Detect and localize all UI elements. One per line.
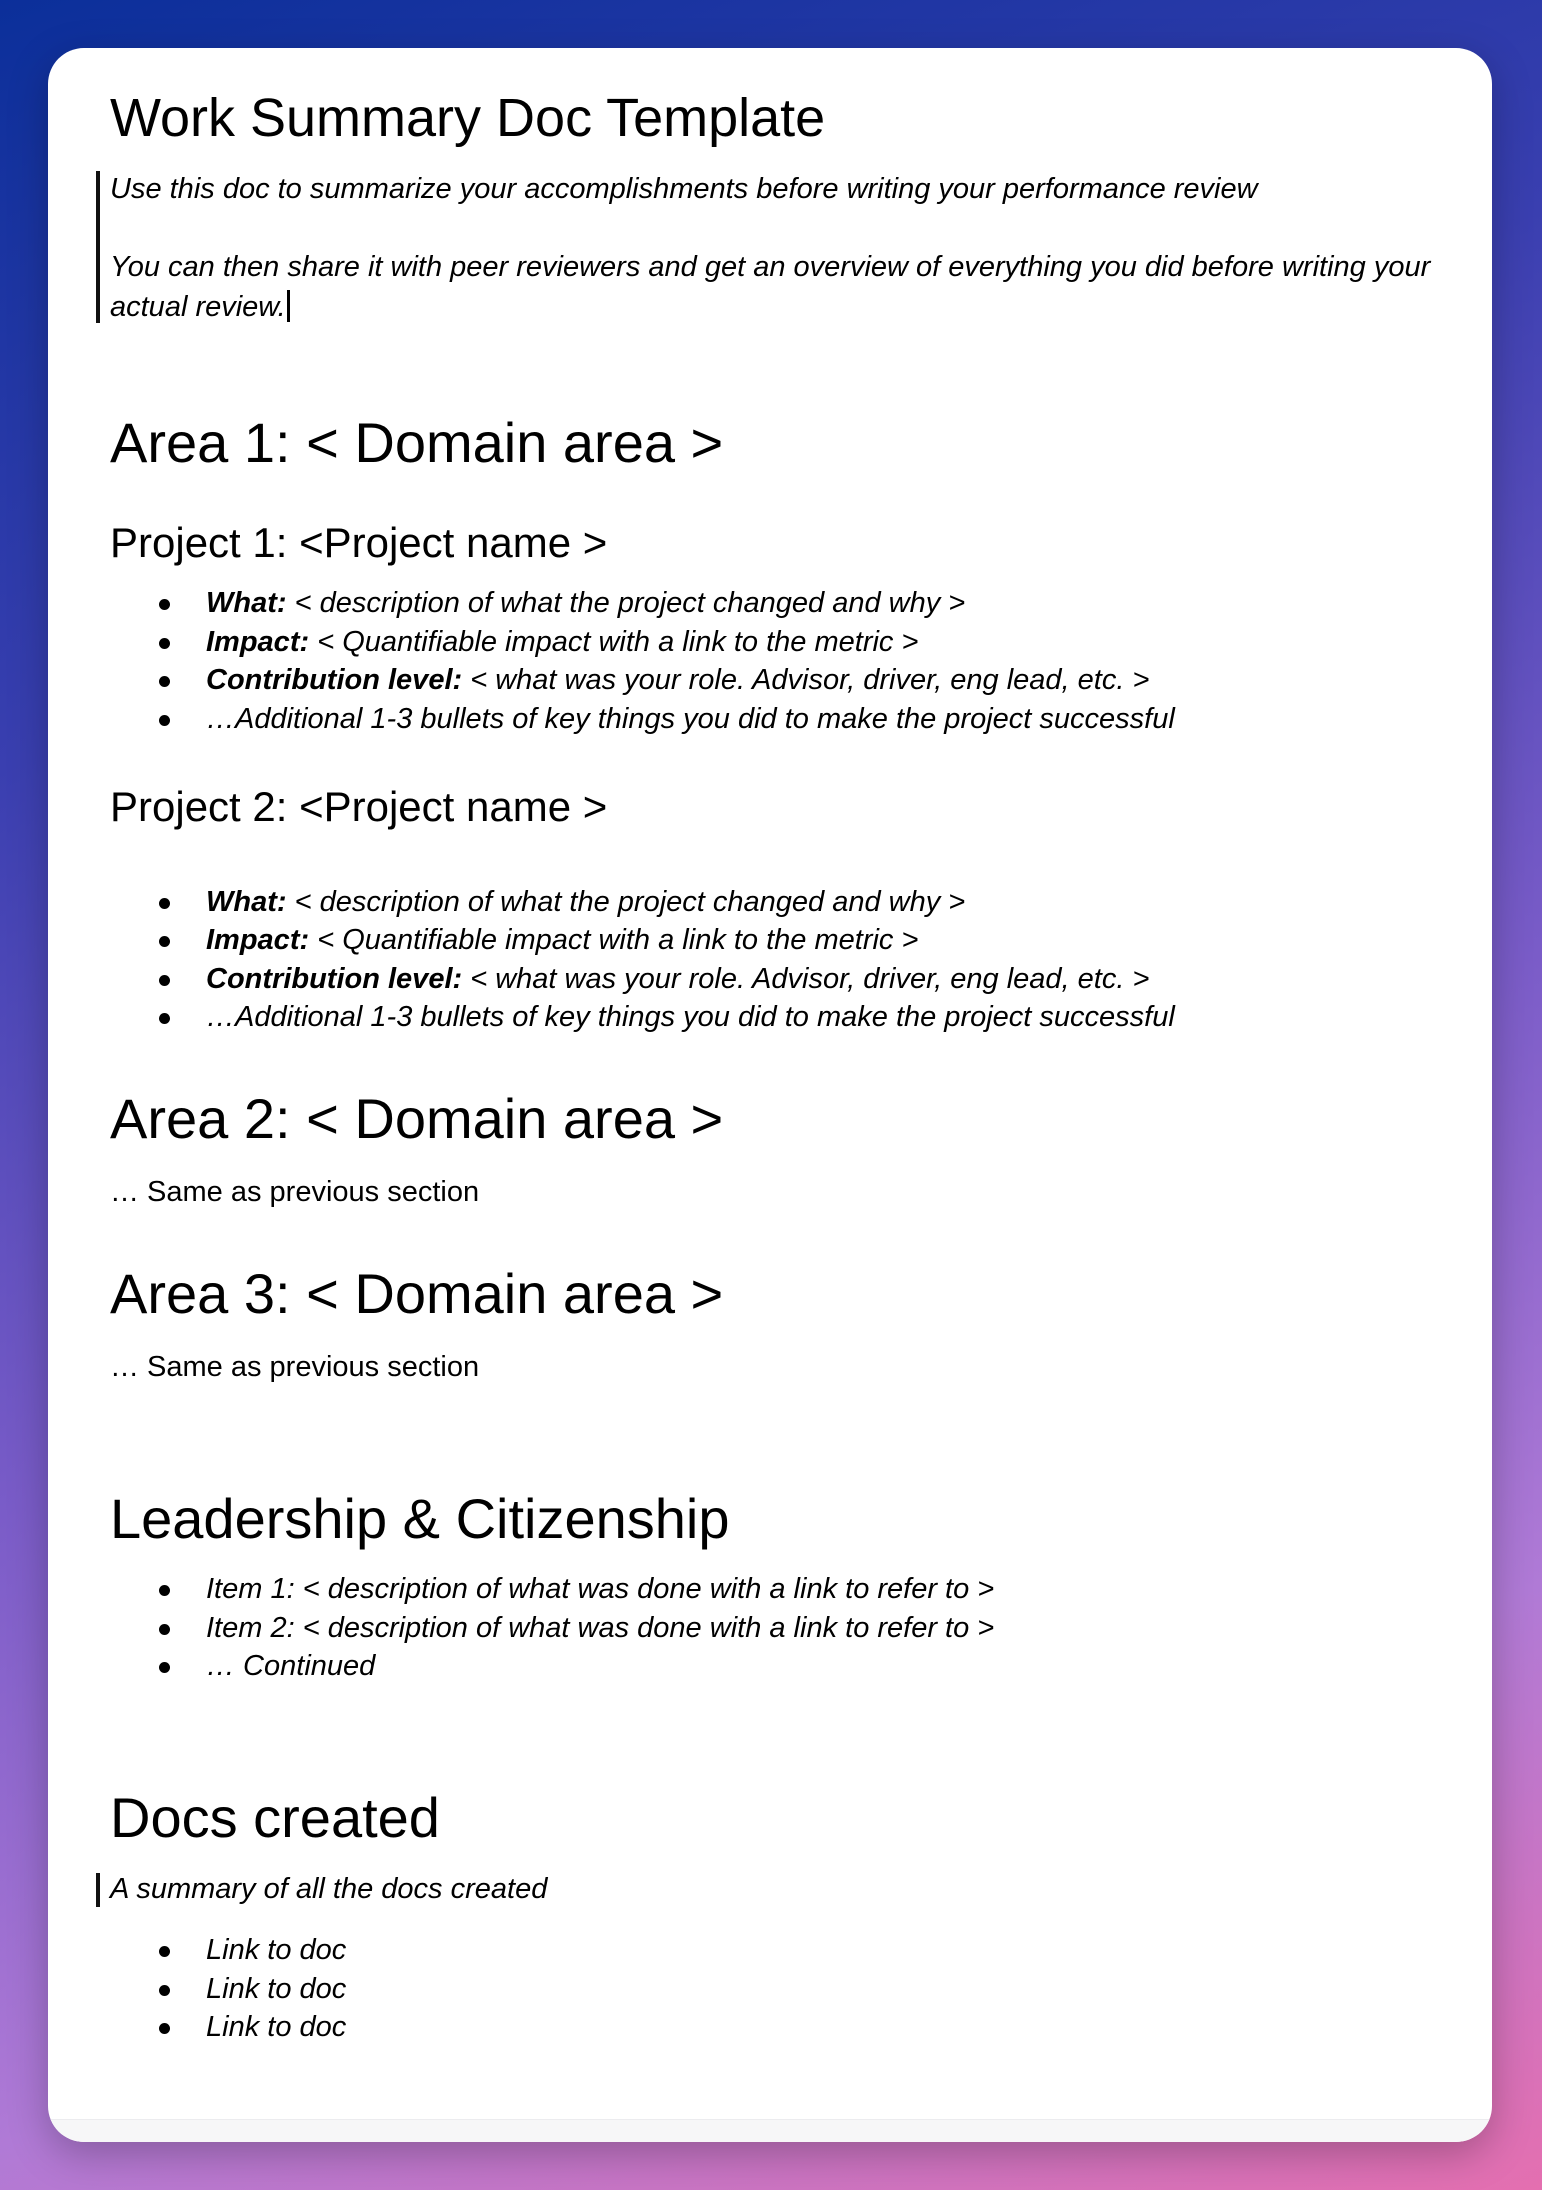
bullet-label: What: [206, 587, 287, 620]
bullet-label: Contribution level: [206, 962, 463, 995]
docs-bullets [110, 1931, 1450, 2047]
list-item[interactable] [206, 998, 1450, 1037]
list-item[interactable] [206, 623, 1450, 662]
intro-block[interactable] [110, 169, 1450, 327]
bullet-label: Impact: [206, 924, 310, 957]
bullet-label: Impact: [206, 625, 310, 658]
bullet-label: Contribution level: [206, 664, 463, 697]
list-item[interactable] [206, 883, 1450, 922]
bullet-text: …Additional 1-3 bullets of key things you did to make the project successful [206, 702, 1175, 735]
text-caret [287, 290, 290, 322]
bullet-icon [159, 1585, 170, 1596]
bullet-icon [159, 1662, 170, 1673]
intro-line-2[interactable] [110, 247, 1450, 327]
area-1-heading[interactable]: Area 1: < Domain area > [110, 410, 724, 474]
text-cursor-bar [96, 1873, 100, 1907]
bullet-icon [159, 1946, 170, 1957]
bullet-icon [159, 936, 170, 947]
bullet-icon [159, 2023, 170, 2034]
bullet-label: What: [206, 885, 287, 918]
bullet-icon [159, 1013, 170, 1024]
text-cursor-bar [96, 171, 100, 323]
bullet-text: < description of what the project changed and why > [286, 587, 966, 620]
list-item[interactable] [206, 700, 1450, 739]
bullet-icon [159, 715, 170, 726]
doc-link[interactable]: Link to doc [206, 1934, 347, 1967]
project-2-bullets [110, 883, 1450, 1037]
bullet-text: < what was your role. Advisor, driver, eng lead, etc. > [462, 664, 1150, 697]
document-content [110, 86, 1450, 2047]
leadership-bullets [110, 1570, 1450, 1686]
list-item[interactable] [206, 661, 1450, 700]
bullet-text: < Quantifiable impact with a link to the metric > [309, 924, 919, 957]
list-item[interactable] [206, 1970, 1450, 2009]
list-item[interactable] [206, 1570, 1450, 1609]
list-item[interactable] [206, 960, 1450, 999]
area-2-heading[interactable]: Area 2: < Domain area > [110, 1086, 724, 1150]
docs-summary[interactable] [110, 1869, 1450, 1909]
bullet-text: Item 1: < description of what was done with a link to refer to > [206, 1573, 995, 1606]
doc-link[interactable]: Link to doc [206, 2011, 347, 2044]
document-page [48, 48, 1492, 2142]
document-title[interactable]: Work Summary Doc Template [110, 88, 826, 148]
bullet-icon [159, 898, 170, 909]
bullet-icon [159, 676, 170, 687]
list-item[interactable] [206, 1931, 1450, 1970]
list-item[interactable] [206, 1609, 1450, 1648]
leadership-heading[interactable]: Leadership & Citizenship [110, 1487, 730, 1551]
bullet-text: < Quantifiable impact with a link to the metric > [309, 625, 919, 658]
intro-line-1[interactable]: Use this doc to summarize your accomplishments before writing your performance review [110, 172, 1258, 205]
project-2-heading[interactable]: Project 2: <Project name > [110, 783, 608, 831]
bullet-text: Item 2: < description of what was done with a link to refer to > [206, 1611, 995, 1644]
area-3-note[interactable]: … Same as previous section [110, 1351, 480, 1384]
list-item[interactable] [206, 921, 1450, 960]
bullet-text: < description of what the project changed and why > [286, 885, 966, 918]
bullet-text: …Additional 1-3 bullets of key things you did to make the project successful [206, 1001, 1175, 1034]
bullet-icon [159, 599, 170, 610]
list-item[interactable] [206, 2008, 1450, 2047]
area-2-note[interactable]: … Same as previous section [110, 1175, 480, 1208]
page-bottom-edge [48, 2119, 1492, 2142]
bullet-icon [159, 1624, 170, 1635]
bullet-text: < what was your role. Advisor, driver, eng lead, etc. > [462, 962, 1150, 995]
bullet-icon [159, 975, 170, 986]
project-1-bullets [110, 584, 1450, 738]
bullet-icon [159, 1985, 170, 1996]
list-item[interactable] [206, 584, 1450, 623]
bullet-icon [159, 638, 170, 649]
list-item[interactable] [206, 1647, 1450, 1686]
project-1-heading[interactable]: Project 1: <Project name > [110, 518, 608, 566]
doc-link[interactable]: Link to doc [206, 1972, 347, 2005]
docs-summary-text: A summary of all the docs created [110, 1873, 548, 1906]
area-3-heading[interactable]: Area 3: < Domain area > [110, 1261, 724, 1325]
intro-line-2-text: You can then share it with peer reviewers and get an overview of everything you did before writing your actual review. [110, 250, 1431, 323]
docs-heading[interactable]: Docs created [110, 1785, 440, 1849]
bullet-text: … Continued [206, 1650, 376, 1683]
